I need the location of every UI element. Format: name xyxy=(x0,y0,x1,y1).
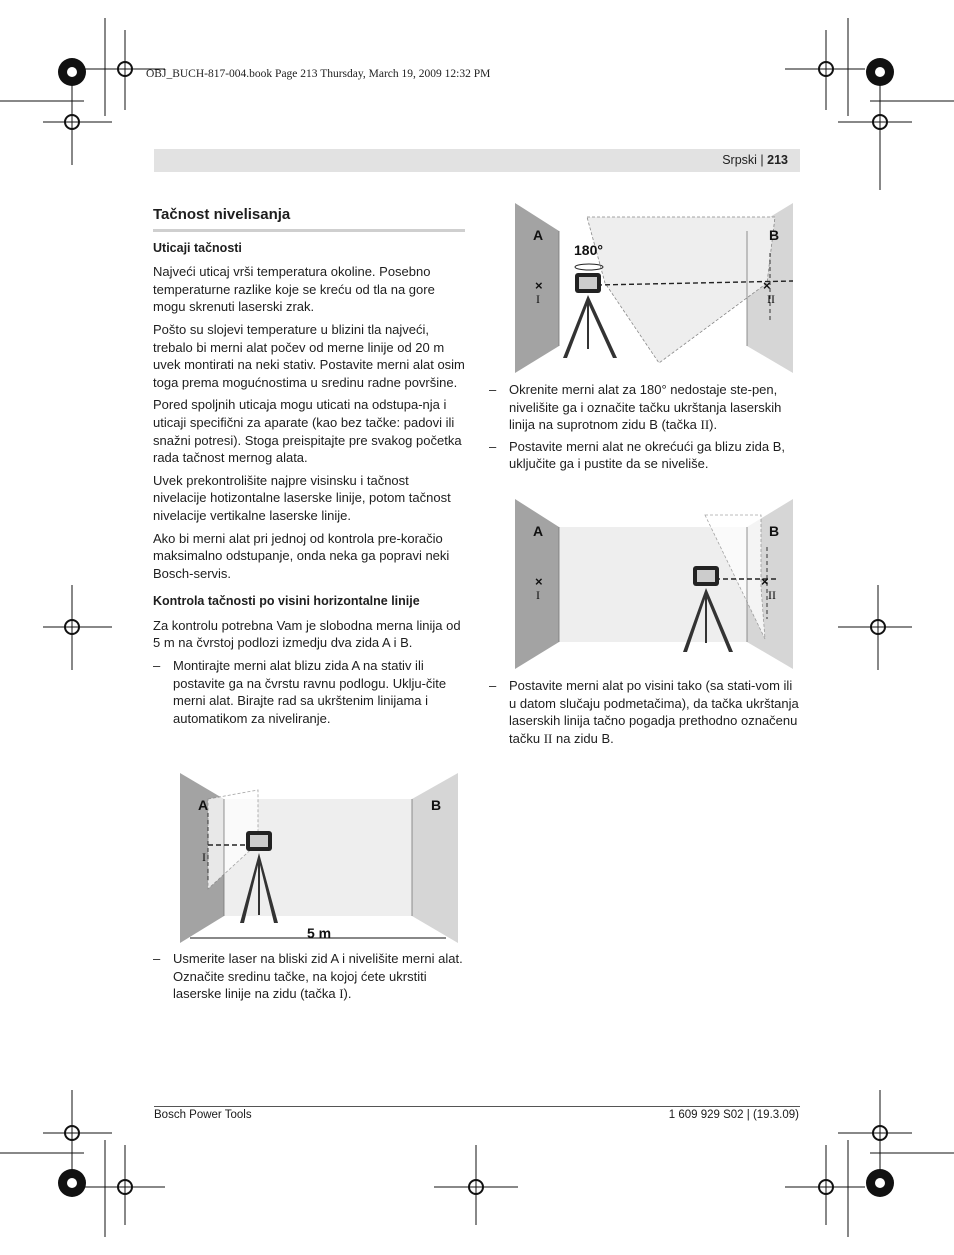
point-1-label: I xyxy=(536,588,540,602)
dash: – xyxy=(489,678,497,693)
dash: – xyxy=(489,438,497,454)
footer-rule xyxy=(154,1106,800,1107)
step-2 xyxy=(153,950,465,1007)
point-ref: I xyxy=(339,986,344,1002)
wall-b-label: B xyxy=(769,227,780,243)
distance-label: 5 m xyxy=(307,925,332,941)
step-3-text: Okrenite merni alat za 180° nedostaje ste-pen, nivelišite ga i označite tačku ukrštanja laserskih linija na suprotnom zidu B (tačka xyxy=(509,382,782,433)
point-1-label: I xyxy=(202,850,206,864)
header-separator: | xyxy=(760,153,764,167)
cross-mark-icon: × xyxy=(761,574,769,589)
wall-a-label: A xyxy=(533,523,544,539)
height-check-title: Kontrola tačnosti po visini horizontalne linije xyxy=(153,594,420,609)
influences-paragraph: Pored spoljnih uticaja mogu uticati na odstupa-nja i uticaji specifični za aparate (kao bez tačke: padovi ili snažni potresi). Stoga preispitajte pre svakog početka rada tačnost mernog alata. xyxy=(153,397,462,466)
section-title: Tačnost nivelisanja xyxy=(153,206,465,232)
wall-a-label: A xyxy=(533,227,544,243)
step-3 xyxy=(489,381,801,434)
height-check-intro: Za kontrolu potrebna Vam je slobodna merna linija od 5 m na čvrstoj podlozi izmedju dva zida A i B. xyxy=(153,617,461,651)
point-1-label: I xyxy=(536,292,540,306)
point-ref: II xyxy=(700,417,710,433)
figure-wall-a-setup xyxy=(180,773,458,945)
footer-doc-number: 1 609 929 S02 | (19.3.09) xyxy=(668,1109,799,1121)
dash: – xyxy=(153,951,161,966)
page-number: 213 xyxy=(767,153,788,167)
wall-b-label: B xyxy=(769,523,780,539)
step-3-end: ). xyxy=(709,417,718,433)
rotation-label: 180° xyxy=(574,242,603,258)
point-2-label: II xyxy=(767,292,775,306)
influences-paragraph: Najveći uticaj vrši temperatura okoline. Posebno temperaturne razlike koje se kreću od tla na gore mogu skrenuti laserski zrak. xyxy=(153,264,435,315)
figure-wall-b-setup xyxy=(515,499,793,671)
step-2-text: Usmerite laser na bliski zid A i nivelišite merni alat. Označite sredinu tačke, na kojoj ćete ukrstiti laserske linije na zidu (tačka xyxy=(173,951,463,1002)
point-ref: II xyxy=(543,730,553,746)
dash: – xyxy=(153,658,161,674)
cross-mark-icon: × xyxy=(535,574,543,589)
cross-mark-icon: × xyxy=(763,278,771,293)
dash: – xyxy=(489,382,497,397)
influences-title: Uticaji tačnosti xyxy=(153,240,242,255)
left-column xyxy=(153,206,465,731)
header-language: Srpski xyxy=(722,153,757,167)
header-band xyxy=(154,149,800,172)
figure-rotation-180 xyxy=(515,203,793,375)
wall-a-label: A xyxy=(198,797,209,813)
wall-b-label: B xyxy=(431,797,442,813)
step-5-end: na zidu B. xyxy=(552,730,614,746)
step-4-text: Postavite merni alat ne okrećući ga blizu zida B, uključite ga i pustite da se niveliše. xyxy=(509,438,786,472)
step-5 xyxy=(489,677,801,751)
step-4 xyxy=(489,438,801,473)
steps-3-4 xyxy=(489,381,801,477)
step-5-text: Postavite merni alat po visini tako (sa stati-vom ili u datom slučaju podmetačima), da tačka ukrštanja laserskih linija tačno pogadja prethodno označenu tačku xyxy=(509,678,799,746)
point-2-label: II xyxy=(768,588,776,602)
running-header xyxy=(722,153,788,167)
print-header: OBJ_BUCH-817-004.book Page 213 Thursday, March 19, 2009 12:32 PM xyxy=(146,68,491,80)
influences-paragraph: Pošto su slojevi temperature u blizini tla najveći, trebalo bi merni alat počev od merne linije od 20 m uvek montirati na neki stativ. Postavite merni alat osim toga prema mogućnostima u sredinu radne površine. xyxy=(153,321,465,390)
step-1-text: Montirajte merni alat blizu zida A na stativ ili postavite ga na čvrstu ravnu podlogu. Uklju-čite merni alat. Birajte rad sa ukrštenim linijama i automatikom za niveliranje. xyxy=(173,658,447,726)
step-2-end: ). xyxy=(343,986,352,1002)
influences-paragraph: Uvek prekontrolišite najpre visinsku i tačnost nivelacije hotizontalne laserske linije, potom tačnost nivelacije vertikalne laserske linije. xyxy=(153,472,451,523)
step-1 xyxy=(153,657,465,727)
footer-brand: Bosch Power Tools xyxy=(154,1109,252,1121)
cross-mark-icon: × xyxy=(535,278,543,293)
influences-paragraph: Ako bi merni alat pri jednoj od kontrola pre-koračio maksimalno odstupanje, onda neka ga popravi neki Bosch-servis. xyxy=(153,530,450,581)
